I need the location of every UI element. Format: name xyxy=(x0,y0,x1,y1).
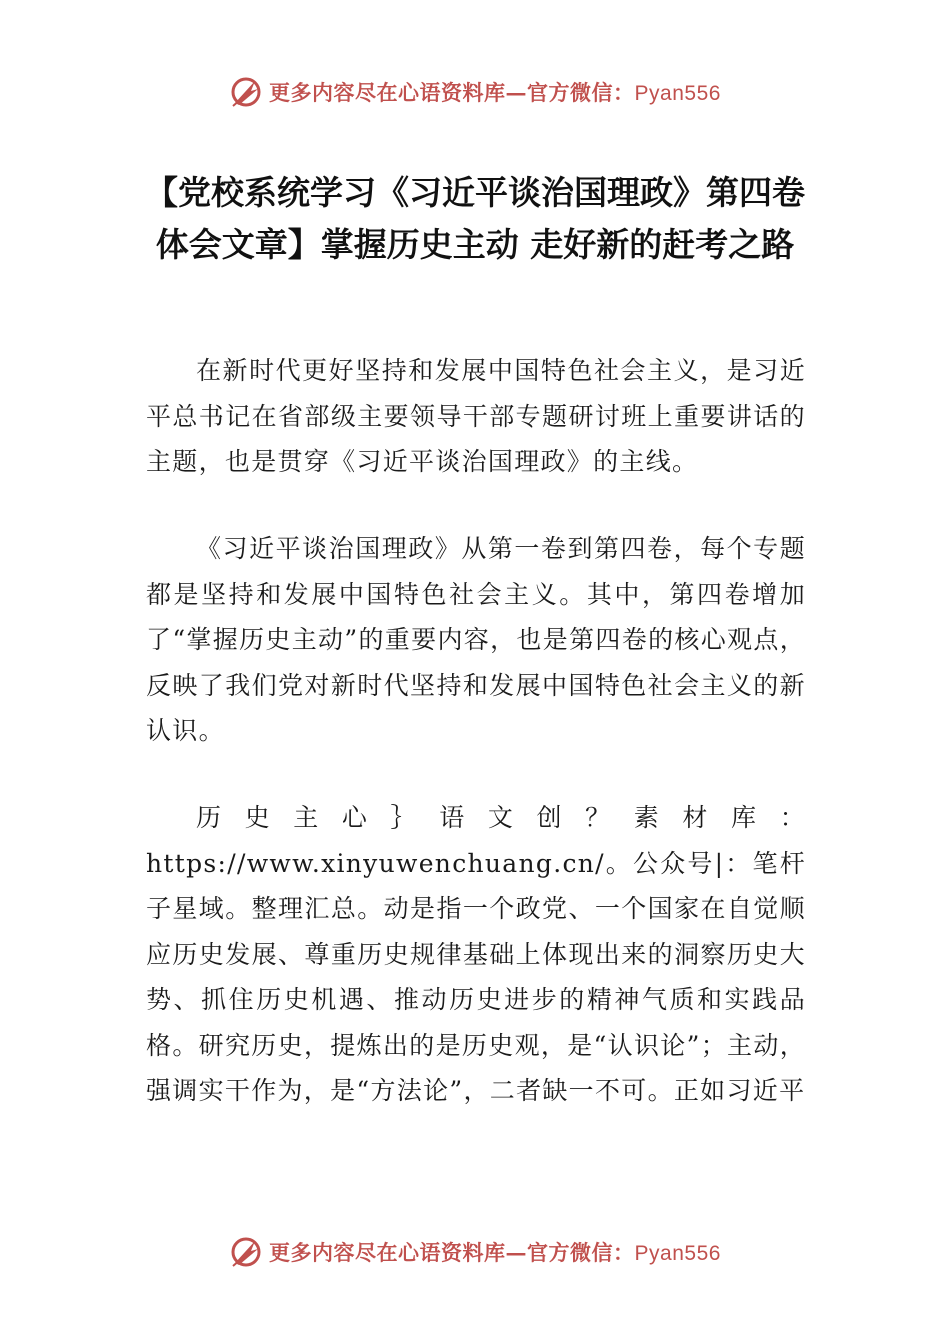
banner-main-text: 更多内容尽在心语资料库—官方微信： xyxy=(269,1240,635,1265)
footer-banner xyxy=(0,1230,950,1274)
banner-wechat-id: Pyan556 xyxy=(634,82,721,105)
quill-logo-icon xyxy=(229,75,263,109)
header-banner xyxy=(0,70,950,114)
document-title: 【党校系统学习《习近平谈治国理政》第四卷体会文章】掌握历史主动 走好新的赶考之路 xyxy=(145,173,805,264)
quill-logo-icon xyxy=(229,1235,263,1269)
paragraph-3: 历史主心｝语文创？素材库：https://www.xinyuwenchuang.cn/。公众号|：笔杆子星域。整理汇总。动是指一个政党、一个国家在自觉顺应历史发展、尊重历史规律基础上体现出来的洞察历史大势、抓住历史机遇、推动历史进步的精神气质和实践品格。研究历史，提炼出的是历史观，是“认识论”；主动，强调实干作为，是“方法论”，二者缺一不可。正如习近平 xyxy=(146,803,806,1105)
banner-wechat-id: Pyan556 xyxy=(634,1242,721,1265)
paragraph-2: 《习近平谈治国理政》从第一卷到第四卷，每个专题都是坚持和发展中国特色社会主义。其中，第四卷增加了“掌握历史主动”的重要内容，也是第四卷的核心观点，反映了我们党对新时代坚持和发展中国特色社会主义的新认识。 xyxy=(146,534,806,745)
paragraph-1: 在新时代更好坚持和发展中国特色社会主义，是习近平总书记在省部级主要领导干部专题研讨班上重要讲话的主题，也是贯穿《习近平谈治国理政》的主线。 xyxy=(146,356,806,476)
banner-text xyxy=(269,77,721,107)
banner-main-text: 更多内容尽在心语资料库—官方微信： xyxy=(269,80,635,105)
banner-text xyxy=(269,1237,721,1267)
